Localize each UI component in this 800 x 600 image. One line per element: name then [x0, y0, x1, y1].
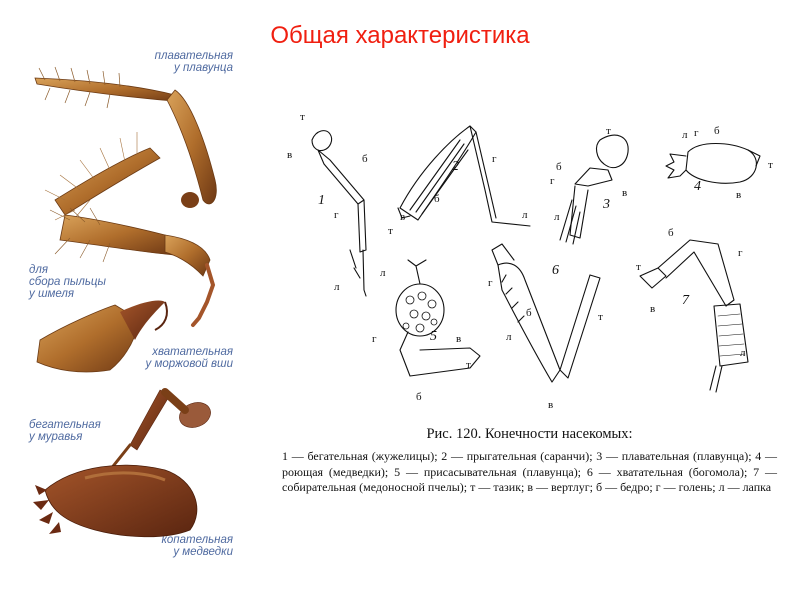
caption-title: Рис. 120. Конечности насекомых: [426, 426, 633, 442]
part-letter: л [554, 211, 560, 223]
part-letter: в [400, 211, 406, 223]
part-letter: в [456, 333, 462, 345]
swimming-leg [35, 67, 216, 208]
fig-number: 6 [552, 263, 559, 278]
part-letter: л [682, 129, 688, 141]
label-swimming [135, 50, 233, 74]
part-letter: б [714, 125, 720, 137]
part-letter: т [606, 125, 611, 137]
caption-body: 1 — бегательная (жужелицы); 2 — прыгательная (саранчи); 3 — плавательная (плавунца); 4 — роющая (медведки); 5 — присасывательная (плавунца); 6 — хватательная (богомола); 7 — собирательная (медоносной пчелы); т — тазик; в — вертлуг; б — бедро; г — голень; л — лапка [282, 449, 777, 494]
part-letter: г [334, 209, 339, 221]
part-letter: в [650, 303, 656, 315]
label-pollen [29, 264, 149, 300]
legs-drawing [25, 40, 250, 560]
part-letter: г [738, 247, 743, 259]
label-digging [125, 534, 233, 558]
label-line: у медведки [173, 546, 233, 558]
part-letter: т [388, 225, 393, 237]
part-letter: л [740, 347, 746, 359]
label-line: хватательная [152, 346, 233, 358]
part-letter: л [522, 209, 528, 221]
label-line: у шмеля [29, 288, 75, 300]
fig-number: 2 [452, 159, 459, 174]
label-running [29, 419, 149, 443]
part-letter: г [492, 153, 497, 165]
limbs-diagram [270, 100, 790, 420]
insect-legs-illustration [25, 40, 250, 560]
diagram-leg-7 [640, 240, 748, 392]
part-letter: т [300, 111, 305, 123]
part-letter: т [466, 359, 471, 371]
label-line: сбора пыльцы [29, 276, 106, 288]
part-letter: в [287, 149, 293, 161]
part-letter: б [668, 227, 674, 239]
part-letter: б [434, 193, 440, 205]
diagram-leg-6 [492, 244, 600, 382]
label-line: у муравья [29, 431, 83, 443]
fig-number: 4 [694, 179, 701, 194]
fig-number: 3 [603, 197, 610, 212]
part-letter: т [598, 311, 603, 323]
part-letter: б [556, 161, 562, 173]
part-letter: в [622, 187, 628, 199]
part-letter: в [736, 189, 742, 201]
part-letter: г [488, 277, 493, 289]
digging-leg [33, 465, 197, 537]
part-letter: л [380, 267, 386, 279]
part-letter: г [694, 127, 699, 139]
part-letter: б [416, 391, 422, 403]
label-line: копательная [161, 534, 233, 546]
part-letter: т [636, 261, 641, 273]
label-line: бегательная [29, 419, 101, 431]
label-line: у моржовой вши [145, 358, 233, 370]
figure-caption [282, 426, 777, 496]
diagram-leg-4 [666, 144, 760, 184]
label-line: для [29, 264, 48, 276]
part-letter: б [526, 307, 532, 319]
label-grasping [125, 346, 233, 370]
part-letter: г [550, 175, 555, 187]
diagram-leg-1 [312, 131, 366, 296]
label-line: плавательная [154, 50, 233, 62]
part-letter: в [548, 399, 554, 411]
diagram-leg-3 [560, 135, 628, 244]
limbs-line-drawing [270, 100, 790, 420]
page-title: Общая характеристика [270, 22, 530, 49]
label-line: у плавунца [174, 62, 233, 74]
part-letter: б [362, 153, 368, 165]
part-letter: г [372, 333, 377, 345]
fig-number: 1 [318, 193, 325, 208]
part-letter: л [334, 281, 340, 293]
fig-number: 7 [682, 293, 689, 308]
part-letter: л [506, 331, 512, 343]
diagram-leg-2 [398, 126, 530, 226]
fig-number: 5 [430, 329, 437, 344]
part-letter: т [768, 159, 773, 171]
